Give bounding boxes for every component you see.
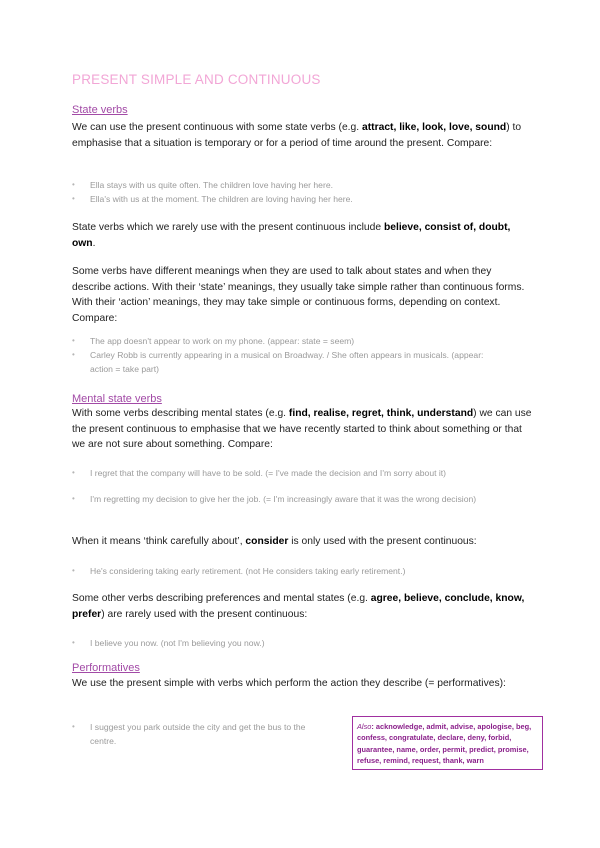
paragraph-state-action-meanings: Some verbs have different meanings when they are used to talk about states and when they describe actions. With their ‘state’ meanings, they usually take simple rather than continuous forms. With their ‘action’ meanings, they may take simple or continuous forms, depending on context. Compare:: [72, 266, 525, 324]
example-item: [72, 348, 490, 376]
example-text: I'm regretting my decision to give her the job. (= I'm increasingly aware that it was the wrong decision): [90, 494, 477, 504]
bold-verbs: attract, like, look, love, sound: [362, 122, 507, 133]
bullet-icon: •: [72, 722, 75, 731]
text: .: [92, 237, 96, 249]
example-item: [72, 720, 330, 748]
example-text: I believe you now. (not I'm believing you now.): [90, 638, 265, 648]
text: Some other verbs describing preferences and mental states (e.g.: [72, 593, 371, 604]
example-text: He's considering taking early retirement. (not He considers taking early retirement.): [90, 566, 406, 576]
example-item: [72, 492, 515, 506]
bullet-icon: •: [72, 638, 75, 647]
bold-verbs: believe, consist of, doubt, own: [72, 222, 511, 249]
bold-verbs: agree, believe, conclude, know, prefer: [72, 593, 525, 620]
also-verbs-list: : acknowledge, admit, advise, apologise, beg, confess, congratulate, declare, deny, forbid, guarantee, name, order, permit, predict, promise, refuse, remind, request, thank, warn: [357, 722, 532, 765]
paragraph-performatives: We use the present simple with verbs which perform the action they describe (= performatives):: [72, 678, 506, 689]
bullet-icon: •: [72, 494, 75, 503]
bullet-icon: •: [72, 180, 75, 189]
heading-mental-state-verbs: Mental state verbs: [72, 393, 162, 405]
example-text: I regret that the company will have to be sold. (= I've made the decision and I'm sorry about it): [90, 468, 447, 478]
text: ) to emphasise that a situation is temporary or for a period of time around the present. Compare:: [72, 122, 522, 149]
heading-state-verbs: State verbs: [72, 104, 128, 116]
example-item: [72, 466, 505, 480]
text: State verbs which we rarely use with the present continuous include: [72, 222, 384, 233]
bullet-icon: •: [72, 468, 75, 477]
text: is only used with the present continuous:: [288, 536, 477, 547]
bullet-icon: •: [72, 336, 75, 345]
bold-verbs: find, realise, regret, think, understand: [288, 408, 474, 419]
example-item: [72, 334, 510, 348]
text: When it means ‘think carefully about’,: [72, 536, 246, 547]
also-verbs-box: [352, 716, 543, 770]
paragraph-preferences: [72, 591, 532, 622]
example-item: [72, 178, 510, 192]
page-title: PRESENT SIMPLE AND CONTINUOUS: [72, 72, 321, 87]
example-item: [72, 636, 510, 650]
paragraph-consider: [72, 534, 532, 550]
heading-performatives: Performatives: [72, 662, 140, 674]
bullet-icon: •: [72, 566, 75, 575]
example-text: Ella's with us at the moment. The children are loving having her here.: [90, 194, 353, 204]
example-text: I suggest you park outside the city and get the bus to the centre.: [90, 722, 306, 746]
paragraph-rare-state-verbs: [72, 220, 532, 251]
example-text: Ella stays with us quite often. The children love having her here.: [90, 180, 333, 190]
example-item: [72, 192, 510, 206]
also-label: Also: [357, 722, 372, 731]
text: ) we can use the present continuous to emphasise that we have recently started to think about something or that we are not sure about something. Compare:: [72, 408, 532, 450]
text: ) are rarely used with the present continuous:: [101, 608, 308, 620]
paragraph-mental-state-intro: [72, 406, 532, 453]
example-text: Carley Robb is currently appearing in a musical on Broadway. / She often appears in musicals. (appear: action = take part): [90, 350, 484, 374]
text: With some verbs describing mental states (e.g.: [72, 408, 289, 419]
example-text: The app doesn't appear to work on my phone. (appear: state = seem): [90, 336, 355, 346]
bullet-icon: •: [72, 350, 75, 359]
text: We can use the present continuous with some state verbs (e.g.: [72, 122, 362, 133]
paragraph-state-verbs-intro: [72, 120, 532, 151]
example-item: [72, 564, 510, 578]
bold-verb: consider: [245, 536, 289, 547]
bullet-icon: •: [72, 194, 75, 203]
